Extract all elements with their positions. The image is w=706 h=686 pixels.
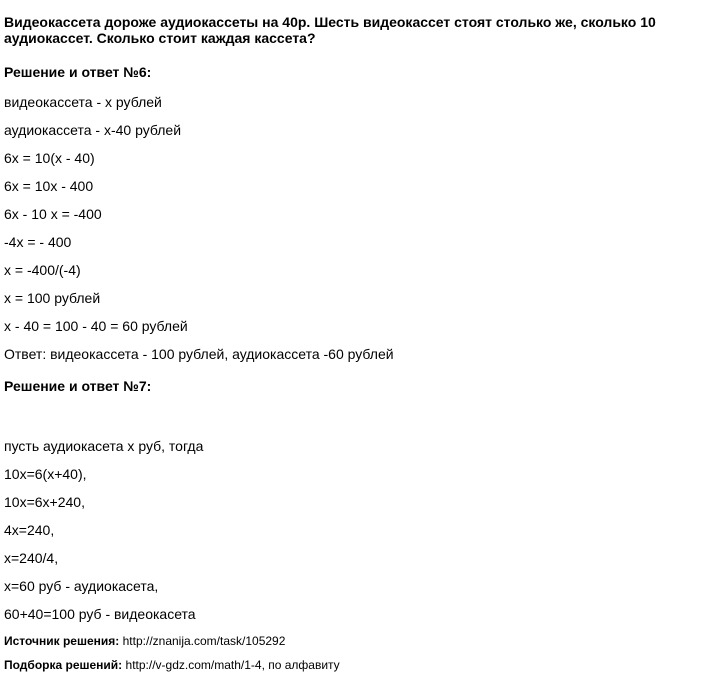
source-credit [4, 634, 285, 648]
solution-6-line: 6х - 10 х = -400 [4, 206, 102, 222]
problem-statement [4, 14, 704, 46]
solution-7-line: 60+40=100 руб - видеокасета [4, 606, 196, 622]
solution-6-line: х = 100 рублей [4, 290, 101, 306]
solution-6-line: 6х = 10(х - 40) [4, 150, 95, 166]
source-label: Источник решения: [4, 634, 120, 648]
solution-7-line: 4х=240, [4, 522, 55, 538]
selection-label: Подборка решений: [4, 658, 123, 672]
solution-7-heading: Решение и ответ №7: [4, 378, 152, 394]
solution-6-line: видеокассета - х рублей [4, 94, 162, 110]
solution-6-line: 6х = 10х - 400 [4, 178, 94, 194]
solution-6-line: х - 40 = 100 - 40 = 60 рублей [4, 318, 188, 334]
problem-line-2: аудиокассет. Сколько стоит каждая кассета? [4, 30, 316, 46]
solution-7-line: 10х=6х+240, [4, 494, 85, 510]
source-link[interactable]: http://znanija.com/task/105292 [119, 634, 286, 648]
solution-6-line: аудиокассета - х-40 рублей [4, 122, 182, 138]
selection-credit [4, 658, 340, 672]
solution-7-line: пусть аудиокасета х руб, тогда [4, 438, 204, 454]
solution-6-heading: Решение и ответ №6: [4, 64, 152, 80]
solution-6-answer: Ответ: видеокассета - 100 рублей, аудиокассета -60 рублей [4, 346, 394, 362]
solution-6-line: -4х = - 400 [4, 234, 72, 250]
solution-7-line: х=60 руб - аудиокасета, [4, 578, 159, 594]
solution-7-line: 10х=6(х+40), [4, 466, 87, 482]
selection-link[interactable]: http://v-gdz.com/math/1-4, по алфавиту [122, 658, 340, 672]
solution-page [4, 0, 704, 672]
solution-6-line: х = -400/(-4) [4, 262, 81, 278]
solution-7-line: х=240/4, [4, 550, 59, 566]
problem-line-1: Видеокассета дороже аудиокассеты на 40р. Шесть видеокассет стоят столько же, сколько 10 [4, 14, 656, 30]
